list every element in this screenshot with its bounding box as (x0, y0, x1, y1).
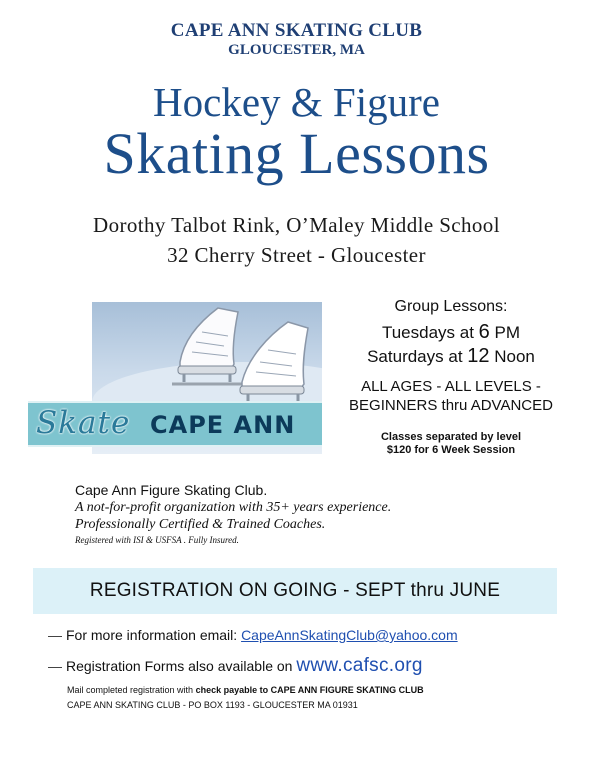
saturday-suffix: Noon (489, 347, 535, 366)
tuesday-hour: 6 (478, 321, 490, 343)
email-link[interactable]: CapeAnnSkatingClub@yahoo.com (241, 627, 458, 643)
all-ages-text: ALL AGES - ALL LEVELS - (361, 378, 541, 395)
registration-forms-line (48, 655, 423, 677)
organization-line-1: A not-for-profit organization with 35+ years experience. (75, 500, 392, 515)
classes-separated-text: Classes separated by level (380, 431, 522, 443)
club-name: CAPE ANN SKATING CLUB (170, 20, 423, 41)
title-line-2: Skating Lessons (103, 121, 490, 186)
tuesday-schedule (332, 321, 570, 344)
group-lessons-heading: Group Lessons: (394, 298, 508, 315)
organization-line-3: Registered with ISI & USFSA . Fully Insured. (75, 535, 239, 545)
organization-line-2: Professionally Certified & Trained Coaches. (75, 517, 326, 532)
banner-skate-text: Skate (36, 405, 131, 441)
mail-address: CAPE ANN SKATING CLUB - PO BOX 1193 - GLOUCESTER MA 01931 (67, 700, 358, 710)
organization-name: Cape Ann Figure Skating Club. (75, 482, 268, 498)
dash-bullet (48, 667, 62, 668)
title-line-1: Hockey & Figure (153, 79, 440, 125)
club-city: GLOUCESTER, MA (228, 42, 365, 58)
skate-cape-ann-banner (28, 401, 322, 447)
saturday-schedule (332, 345, 570, 368)
mail-instructions (67, 685, 424, 695)
dash-bullet (48, 636, 62, 637)
info-email-line (48, 627, 458, 643)
banner-cape-ann-text: CAPE ANN (150, 411, 296, 439)
info-label: For more information email: (66, 627, 242, 643)
saturday-hour: 12 (467, 345, 490, 367)
forms-label: Registration Forms also available on (66, 658, 297, 674)
website-link[interactable]: www.cafsc.org (296, 655, 423, 676)
session-price: $120 for 6 Week Session (386, 444, 516, 456)
mail-prefix: Mail completed registration with (67, 685, 196, 695)
location-line-1: Dorothy Talbot Rink, O’Maley Middle School (93, 213, 500, 237)
levels-text: BEGINNERS thru ADVANCED (349, 397, 553, 414)
tuesday-prefix: Tuesdays at (381, 323, 479, 342)
location-line-2: 32 Cherry Street - Gloucester (167, 243, 426, 267)
registration-banner: REGISTRATION ON GOING - SEPT thru JUNE (33, 568, 557, 614)
mail-payee: check payable to CAPE ANN FIGURE SKATING CLUB (195, 685, 424, 695)
tuesday-suffix: PM (489, 323, 521, 342)
saturday-prefix: Saturdays at (367, 347, 468, 366)
